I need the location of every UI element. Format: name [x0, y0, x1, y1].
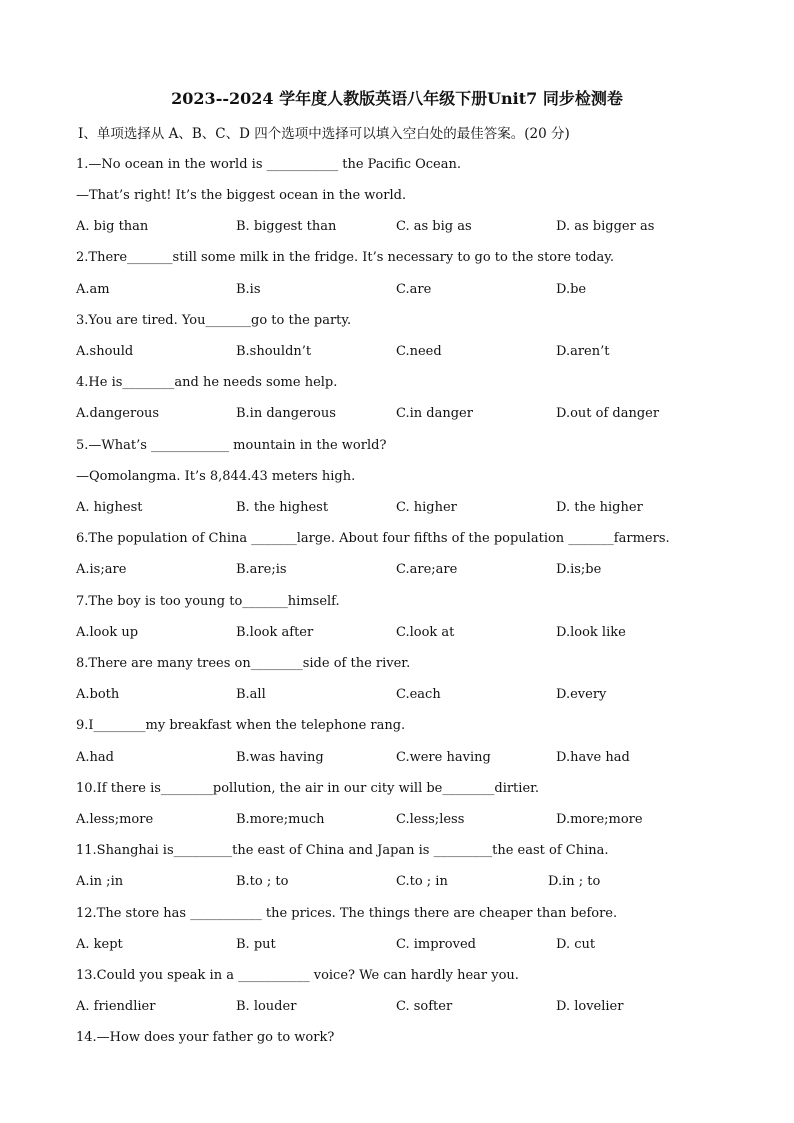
option-d: D.aren’t: [556, 344, 610, 359]
option-c: C.need: [396, 344, 442, 359]
option-a: A.dangerous: [76, 406, 160, 421]
question-8: 8.There are many trees on________side of the river.: [76, 656, 411, 671]
option-b: B.are;is: [236, 562, 287, 577]
option-a: A. kept: [76, 937, 123, 952]
option-b: B.to ; to: [236, 874, 289, 889]
question-13: 13.Could you speak in a ___________ voice? We can hardly hear you.: [76, 968, 519, 983]
options-row-6: [0, 560, 794, 580]
option-b: B. louder: [236, 999, 297, 1014]
document-title: 2023--2024 学年度人教版英语八年级下册Unit7 同步检测卷: [171, 89, 623, 108]
option-a: A. highest: [76, 500, 143, 515]
option-b: B.shouldn’t: [236, 344, 312, 359]
option-d: D.every: [556, 687, 607, 702]
options-row-1: [0, 217, 794, 237]
question-6: 6.The population of China _______large. About four fifths of the population _______farmers.: [76, 531, 670, 546]
question-12: 12.The store has ___________ the prices. The things there are cheaper than before.: [76, 906, 618, 921]
options-row-12: [0, 935, 794, 955]
option-a: A.both: [76, 687, 120, 702]
options-row-11: [0, 872, 794, 892]
option-b: B.look after: [236, 625, 314, 640]
question-3: 3.You are tired. You_______go to the party.: [76, 313, 352, 328]
option-c: C. softer: [396, 999, 453, 1014]
option-a: A.am: [76, 282, 110, 297]
option-c: C.look at: [396, 625, 455, 640]
option-d: D. the higher: [556, 500, 643, 515]
option-d: D.is;be: [556, 562, 602, 577]
option-b: B.was having: [236, 750, 324, 765]
option-c: C. higher: [396, 500, 457, 515]
question-5: 5.—What’s ____________ mountain in the world?: [76, 438, 387, 453]
question-1: 1.—No ocean in the world is ___________ the Pacific Ocean.: [76, 157, 461, 172]
option-a: A.less;more: [76, 812, 154, 827]
options-row-5: [0, 498, 794, 518]
options-row-13: [0, 997, 794, 1017]
option-a: A. friendlier: [76, 999, 156, 1014]
option-d: D.have had: [556, 750, 630, 765]
options-row-7: [0, 623, 794, 643]
option-a: A.had: [76, 750, 114, 765]
option-b: B.all: [236, 687, 266, 702]
question-14: 14.—How does your father go to work?: [76, 1030, 335, 1045]
option-c: C.in danger: [396, 406, 473, 421]
option-b: B. the highest: [236, 500, 329, 515]
question-9: 9.I________my breakfast when the telephone rang.: [76, 718, 406, 733]
option-b: B.is: [236, 282, 261, 297]
option-d: D. lovelier: [556, 999, 624, 1014]
option-d: D.in ; to: [548, 874, 601, 889]
option-d: D.be: [556, 282, 587, 297]
option-a: A.is;are: [76, 562, 127, 577]
option-d: D.look like: [556, 625, 626, 640]
options-row-9: [0, 748, 794, 768]
option-c: C.were having: [396, 750, 491, 765]
question-2: 2.There_______still some milk in the fridge. It’s necessary to go to the store today.: [76, 250, 615, 265]
option-a: A.should: [76, 344, 134, 359]
option-c: C.less;less: [396, 812, 465, 827]
option-b: B.in dangerous: [236, 406, 336, 421]
option-c: C.each: [396, 687, 441, 702]
question-1-reply: —That’s right! It’s the biggest ocean in the world.: [76, 188, 407, 203]
options-row-3: [0, 342, 794, 362]
question-4: 4.He is________and he needs some help.: [76, 375, 338, 390]
option-c: C.to ; in: [396, 874, 448, 889]
option-a: A. big than: [76, 219, 149, 234]
options-row-4: [0, 404, 794, 424]
option-d: D. as bigger as: [556, 219, 655, 234]
option-b: B. put: [236, 937, 276, 952]
option-c: C.are;are: [396, 562, 458, 577]
question-10: 10.If there is________pollution, the air in our city will be________dirtier.: [76, 781, 540, 796]
option-c: C. as big as: [396, 219, 472, 234]
option-b: B. biggest than: [236, 219, 337, 234]
section-heading: Ⅰ、单项选择从 A、B、C、D 四个选项中选择可以填入空白处的最佳答案。(20 分): [78, 126, 570, 142]
options-row-2: [0, 280, 794, 300]
option-b: B.more;much: [236, 812, 325, 827]
option-d: D.out of danger: [556, 406, 660, 421]
question-11: 11.Shanghai is_________the east of China and Japan is _________the east of China.: [76, 843, 609, 858]
option-d: D.more;more: [556, 812, 643, 827]
options-row-8: [0, 685, 794, 705]
option-a: A.look up: [76, 625, 139, 640]
question-7: 7.The boy is too young to_______himself.: [76, 594, 340, 609]
options-row-10: [0, 810, 794, 830]
option-d: D. cut: [556, 937, 596, 952]
option-c: C. improved: [396, 937, 476, 952]
question-5-reply: —Qomolangma. It’s 8,844.43 meters high.: [76, 469, 356, 484]
option-a: A.in ;in: [76, 874, 124, 889]
option-c: C.are: [396, 282, 432, 297]
